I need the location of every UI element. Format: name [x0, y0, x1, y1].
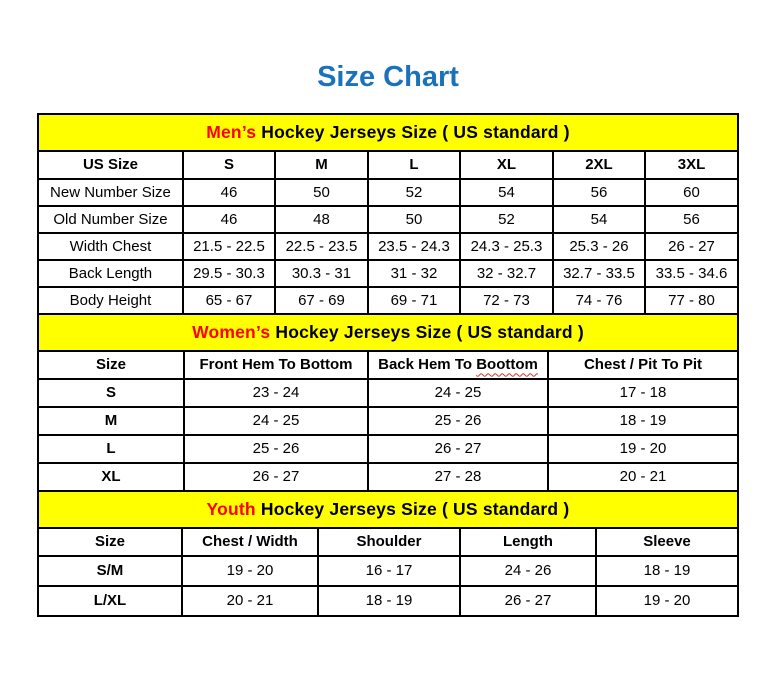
size-value-cell: 26 - 27	[184, 463, 368, 491]
row-label: L/XL	[38, 586, 182, 616]
size-value-cell: 16 - 17	[318, 556, 460, 586]
table-row-youth-sm	[38, 556, 738, 586]
size-value-cell: 54	[460, 179, 553, 206]
mens-section-title: Hockey Jerseys Size ( US standard )	[256, 122, 570, 143]
mens-section-header	[38, 114, 738, 151]
table-row-womens-xl	[38, 463, 738, 491]
size-value-cell: 20 - 21	[548, 463, 738, 491]
size-value-cell: 48	[275, 206, 368, 233]
size-value-cell: 33.5 - 34.6	[645, 260, 738, 287]
size-value-cell: 67 - 69	[275, 287, 368, 314]
size-value-cell: 52	[368, 179, 460, 206]
size-value-cell: 30.3 - 31	[275, 260, 368, 287]
table-row-width-chest	[38, 233, 738, 260]
womens-section-title: Hockey Jerseys Size ( US standard )	[270, 322, 584, 343]
size-value-cell: 50	[275, 179, 368, 206]
mens-header-row	[38, 151, 738, 179]
size-value-cell: 21.5 - 22.5	[183, 233, 275, 260]
size-value-cell: 22.5 - 23.5	[275, 233, 368, 260]
size-value-cell: 56	[645, 206, 738, 233]
youth-section-highlight: Youth	[206, 499, 256, 520]
back-hem-label: Back Hem To	[378, 356, 473, 374]
row-label: New Number Size	[38, 179, 183, 206]
table-row-womens-m	[38, 407, 738, 435]
youth-size-table	[37, 490, 739, 617]
size-value-cell: 50	[368, 206, 460, 233]
size-value-cell: 18 - 19	[548, 407, 738, 435]
mens-size-table	[37, 113, 739, 315]
size-value-cell: 69 - 71	[368, 287, 460, 314]
row-label: S/M	[38, 556, 182, 586]
table-row-back-length	[38, 260, 738, 287]
row-label: Width Chest	[38, 233, 183, 260]
size-value-cell: 25 - 26	[184, 435, 368, 463]
youth-header-row	[38, 528, 738, 556]
size-value-cell: 19 - 20	[182, 556, 318, 586]
size-value-cell: 52	[460, 206, 553, 233]
row-label: L	[38, 435, 184, 463]
womens-section-highlight: Women’s	[192, 322, 271, 343]
size-value-cell: 24.3 - 25.3	[460, 233, 553, 260]
column-header-m: M	[275, 151, 368, 179]
column-header-front-hem: Front Hem To Bottom	[184, 351, 368, 379]
page-title: Size Chart	[317, 61, 459, 93]
size-value-cell: 24 - 26	[460, 556, 596, 586]
size-value-cell: 24 - 25	[368, 379, 548, 407]
column-header-xl: XL	[460, 151, 553, 179]
size-value-cell: 18 - 19	[318, 586, 460, 616]
size-value-cell: 24 - 25	[184, 407, 368, 435]
size-value-cell: 77 - 80	[645, 287, 738, 314]
column-header-size: Size	[38, 351, 184, 379]
size-value-cell: 23 - 24	[184, 379, 368, 407]
size-value-cell: 26 - 27	[368, 435, 548, 463]
column-header-shoulder: Shoulder	[318, 528, 460, 556]
size-value-cell: 19 - 20	[548, 435, 738, 463]
row-label: Old Number Size	[38, 206, 183, 233]
size-value-cell: 65 - 67	[183, 287, 275, 314]
size-value-cell: 23.5 - 24.3	[368, 233, 460, 260]
mens-section-band-row	[38, 114, 738, 151]
size-value-cell: 54	[553, 206, 645, 233]
table-row-body-height	[38, 287, 738, 314]
size-value-cell: 32 - 32.7	[460, 260, 553, 287]
womens-section-header	[38, 314, 738, 351]
size-value-cell: 20 - 21	[182, 586, 318, 616]
size-value-cell: 56	[553, 179, 645, 206]
size-value-cell: 19 - 20	[596, 586, 738, 616]
size-value-cell: 27 - 28	[368, 463, 548, 491]
table-row-new-number-size	[38, 179, 738, 206]
womens-header-row	[38, 351, 738, 379]
size-value-cell: 25.3 - 26	[553, 233, 645, 260]
row-label: XL	[38, 463, 184, 491]
mens-section-highlight: Men’s	[206, 122, 257, 143]
column-header-back-hem	[368, 351, 548, 379]
youth-section-header	[38, 491, 738, 528]
column-header-length: Length	[460, 528, 596, 556]
row-label: Body Height	[38, 287, 183, 314]
womens-size-table	[37, 313, 739, 492]
column-header-l: L	[368, 151, 460, 179]
size-value-cell: 72 - 73	[460, 287, 553, 314]
row-label: Back Length	[38, 260, 183, 287]
table-row-youth-lxl	[38, 586, 738, 616]
size-value-cell: 60	[645, 179, 738, 206]
youth-section-title: Hockey Jerseys Size ( US standard )	[255, 499, 570, 520]
column-header-3xl: 3XL	[645, 151, 738, 179]
size-value-cell: 46	[183, 206, 275, 233]
table-row-womens-s	[38, 379, 738, 407]
row-label: S	[38, 379, 184, 407]
size-value-cell: 46	[183, 179, 275, 206]
size-value-cell: 18 - 19	[596, 556, 738, 586]
youth-section-band-row	[38, 491, 738, 528]
misspelled-word-squiggle: Boottom	[476, 356, 538, 374]
column-header-us-size: US Size	[38, 151, 183, 179]
column-header-size: Size	[38, 528, 182, 556]
womens-section-band-row	[38, 314, 738, 351]
size-value-cell: 32.7 - 33.5	[553, 260, 645, 287]
size-value-cell: 26 - 27	[645, 233, 738, 260]
column-header-chest-width: Chest / Width	[182, 528, 318, 556]
row-label: M	[38, 407, 184, 435]
column-header-s: S	[183, 151, 275, 179]
size-value-cell: 31 - 32	[368, 260, 460, 287]
size-value-cell: 25 - 26	[368, 407, 548, 435]
size-value-cell: 74 - 76	[553, 287, 645, 314]
size-value-cell: 29.5 - 30.3	[183, 260, 275, 287]
column-header-chest-pit: Chest / Pit To Pit	[548, 351, 738, 379]
column-header-2xl: 2XL	[553, 151, 645, 179]
table-row-old-number-size	[38, 206, 738, 233]
size-value-cell: 17 - 18	[548, 379, 738, 407]
column-header-sleeve: Sleeve	[596, 528, 738, 556]
table-row-womens-l	[38, 435, 738, 463]
size-value-cell: 26 - 27	[460, 586, 596, 616]
